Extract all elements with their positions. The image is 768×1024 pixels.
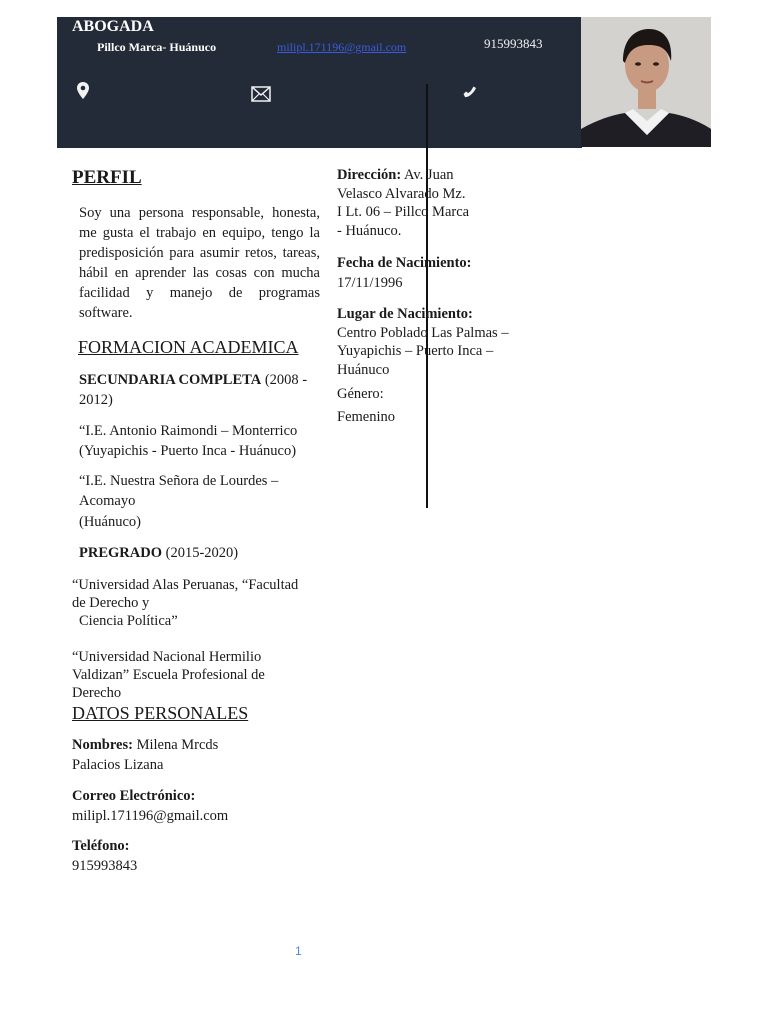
school-1 xyxy=(79,422,329,461)
lugar-entry xyxy=(337,305,537,379)
school-2-line-3: (Huánuco) xyxy=(79,514,142,530)
correo-value: milipl.171196@gmail.com xyxy=(72,807,229,824)
direccion-entry xyxy=(337,166,537,240)
nombres-value: Milena Mrcds xyxy=(132,737,219,753)
school-1-line-1: “I.E. Antonio Raimondi – Monterrico xyxy=(79,423,298,439)
pregrado-years: (2015-2020) xyxy=(161,545,239,561)
telefono-entry xyxy=(72,837,322,876)
direccion-line-2: Velasco Alvarado Mz. xyxy=(337,185,466,202)
genero-label: Género: xyxy=(337,386,384,402)
university-1-line-3: Ciencia Política” xyxy=(79,613,178,629)
school-2-line-2: Acomayo xyxy=(79,492,136,509)
correo-entry xyxy=(72,787,322,826)
header-email-link[interactable]: milipl.171196@gmail.com xyxy=(277,40,407,54)
envelope-icon xyxy=(251,86,271,102)
university-1 xyxy=(72,576,332,630)
secundaria-years: (2008 - xyxy=(261,372,308,388)
university-2-line-3: Derecho xyxy=(72,685,122,701)
school-2 xyxy=(79,472,329,533)
secundaria-years-end: 2012) xyxy=(79,391,113,408)
perfil-text: Soy una persona responsable, honesta, me gusta el trabajo en equipo, tengo la predisposición para asumir retos, tareas, hábil en aprender las cosas con mucha facilidad y manejo de programas software. xyxy=(79,205,320,321)
map-pin-icon xyxy=(76,82,90,100)
lugar-label: Lugar de Nacimiento: xyxy=(337,306,473,322)
lugar-line-2: Yuyapichis – Puerto Inca – xyxy=(337,343,494,359)
nombres-label: Nombres: xyxy=(72,737,133,753)
university-2 xyxy=(72,648,332,702)
phone-icon xyxy=(462,83,478,99)
page-number: 1 xyxy=(295,944,302,958)
lugar-line-1: Centro Poblado Las Palmas – xyxy=(337,324,509,341)
university-1-line-1: “Universidad Alas Peruanas, “Facultad xyxy=(72,577,299,593)
column-divider xyxy=(426,84,428,508)
perfil-title: PERFIL xyxy=(72,167,142,188)
school-2-line-1: “I.E. Nuestra Señora de Lourdes – xyxy=(79,473,279,489)
university-2-line-2: Valdizan” Escuela Profesional de xyxy=(72,667,265,683)
direccion-line-3: I Lt. 06 – Pillco Marca xyxy=(337,204,470,220)
university-2-line-1: “Universidad Nacional Hermilio xyxy=(72,649,262,665)
secundaria-label: SECUNDARIA COMPLETA xyxy=(79,372,262,388)
telefono-value: 915993843 xyxy=(72,857,138,874)
genero-value: Femenino xyxy=(337,409,395,425)
fecha-entry xyxy=(337,254,537,293)
direccion-label: Dirección: xyxy=(337,167,402,183)
lugar-line-3: Huánuco xyxy=(337,361,390,378)
header-role: ABOGADA xyxy=(72,18,154,35)
telefono-label: Teléfono: xyxy=(72,838,130,854)
nombres-value-2: Palacios Lizana xyxy=(72,756,164,773)
profile-photo xyxy=(581,17,711,147)
header-phone: 915993843 xyxy=(484,36,543,51)
nombres-entry xyxy=(72,736,322,775)
header-location: Pillco Marca- Huánuco xyxy=(97,40,217,54)
fecha-value: 17/11/1996 xyxy=(337,274,403,291)
pregrado-entry xyxy=(79,544,329,564)
correo-label: Correo Electrónico: xyxy=(72,788,196,804)
formacion-title: FORMACION ACADEMICA xyxy=(78,337,299,357)
direccion-value: Av. Juan xyxy=(401,167,454,183)
school-1-line-2: (Yuyapichis - Puerto Inca - Huánuco) xyxy=(79,442,297,459)
fecha-label: Fecha de Nacimiento: xyxy=(337,255,472,271)
direccion-line-4: - Huánuco. xyxy=(337,222,402,239)
datos-title: DATOS PERSONALES xyxy=(72,703,249,723)
university-1-line-2: de Derecho y xyxy=(72,595,150,611)
secundaria-entry xyxy=(79,371,324,410)
pregrado-label: PREGRADO xyxy=(79,545,162,561)
